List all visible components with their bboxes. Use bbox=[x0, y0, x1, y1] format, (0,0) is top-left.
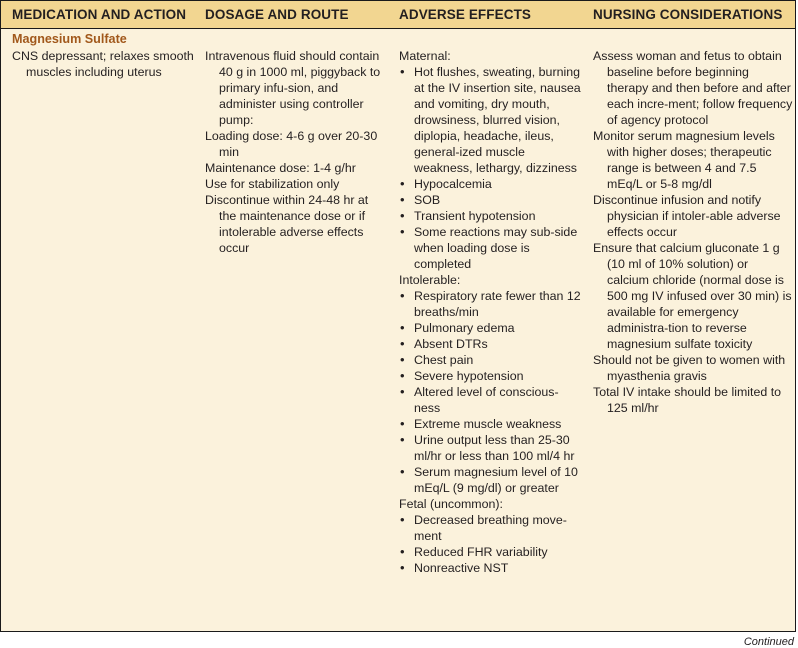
maternal-list bbox=[399, 64, 583, 272]
intolerable-label: Intolerable: bbox=[399, 273, 461, 287]
dosage-item: Intravenous fluid should contain 40 g in 1000 ml, piggyback to primary infu-sion, and administer using controller pump: bbox=[205, 49, 381, 127]
list-item: • Decreased breathing move-ment bbox=[399, 512, 583, 544]
header-dosage-route: DOSAGE AND ROUTE bbox=[205, 7, 349, 22]
maternal-label: Maternal: bbox=[399, 49, 451, 63]
list-item: • Some reactions may sub-side when loading dose is completed bbox=[399, 224, 583, 272]
dosage-item: Discontinue within 24-48 hr at the maintenance dose or if intolerable adverse effects occur bbox=[205, 193, 369, 255]
drug-name: Magnesium Sulfate bbox=[12, 32, 127, 46]
list-item: • Hot flushes, sweating, burning at the IV insertion site, nausea and vomiting, dry mouth, drowsiness, blurred vision, diplopia, headache, ileus, general-ized muscle weakness, lethargy, dizziness bbox=[399, 64, 583, 176]
nursing-item: Ensure that calcium gluconate 1 g (10 ml of 10% solution) or calcium chloride (normal dose is 500 mg IV infused over 30 min) is available for emergency administra-tion to reverse magnesium sulfate toxicity bbox=[593, 241, 792, 351]
dosage-column bbox=[205, 48, 385, 256]
nursing-item: Discontinue infusion and notify physician if intoler-able adverse effects occur bbox=[593, 193, 781, 239]
adverse-effects-column bbox=[399, 48, 583, 576]
header-adverse-effects: ADVERSE EFFECTS bbox=[399, 7, 532, 22]
list-item: • Severe hypotension bbox=[399, 368, 583, 384]
continued-note: Continued bbox=[743, 636, 794, 648]
nursing-item: Total IV intake should be limited to 125 ml/hr bbox=[593, 385, 782, 415]
nursing-considerations-column bbox=[593, 48, 793, 416]
dosage-item: Use for stabilization only bbox=[205, 177, 340, 191]
list-item: • Pulmonary edema bbox=[399, 320, 583, 336]
fetal-list bbox=[399, 512, 583, 576]
list-item: • Serum magnesium level of 10 mEq/L (9 mg/dl) or greater bbox=[399, 464, 583, 496]
list-item: • Transient hypotension bbox=[399, 208, 583, 224]
list-item: • Hypocalcemia bbox=[399, 176, 583, 192]
list-item: • Extreme muscle weakness bbox=[399, 416, 583, 432]
fetal-label: Fetal (uncommon): bbox=[399, 497, 503, 511]
list-item: • Urine output less than 25-30 ml/hr or less than 100 ml/4 hr bbox=[399, 432, 583, 464]
dosage-item: Maintenance dose: 1-4 g/hr bbox=[205, 161, 356, 175]
list-item: • Absent DTRs bbox=[399, 336, 583, 352]
drug-action: CNS depressant; relaxes smooth muscles including uterus bbox=[12, 49, 194, 79]
list-item: • Nonreactive NST bbox=[399, 560, 583, 576]
list-item: • Altered level of conscious-ness bbox=[399, 384, 583, 416]
intolerable-list bbox=[399, 288, 583, 496]
dosage-item: Loading dose: 4-6 g over 20-30 min bbox=[205, 129, 378, 159]
list-item: • Respiratory rate fewer than 12 breaths/min bbox=[399, 288, 583, 320]
nursing-item: Monitor serum magnesium levels with higher doses; therapeutic range is between 4 and 7.5 mEq/L or 5-8 mg/dl bbox=[593, 129, 775, 191]
table-header-row bbox=[1, 1, 795, 29]
medication-action-column bbox=[12, 48, 194, 80]
nursing-item: Assess woman and fetus to obtain baseline before beginning therapy and then before and after each incre-ment; follow frequency of agency protocol bbox=[593, 49, 793, 127]
header-medication-action: MEDICATION AND ACTION bbox=[12, 7, 187, 22]
list-item: • SOB bbox=[399, 192, 583, 208]
nursing-item: Should not be given to women with myasthenia gravis bbox=[593, 353, 786, 383]
list-item: • Reduced FHR variability bbox=[399, 544, 583, 560]
header-nursing-considerations: NURSING CONSIDERATIONS bbox=[593, 7, 783, 22]
list-item: • Chest pain bbox=[399, 352, 583, 368]
